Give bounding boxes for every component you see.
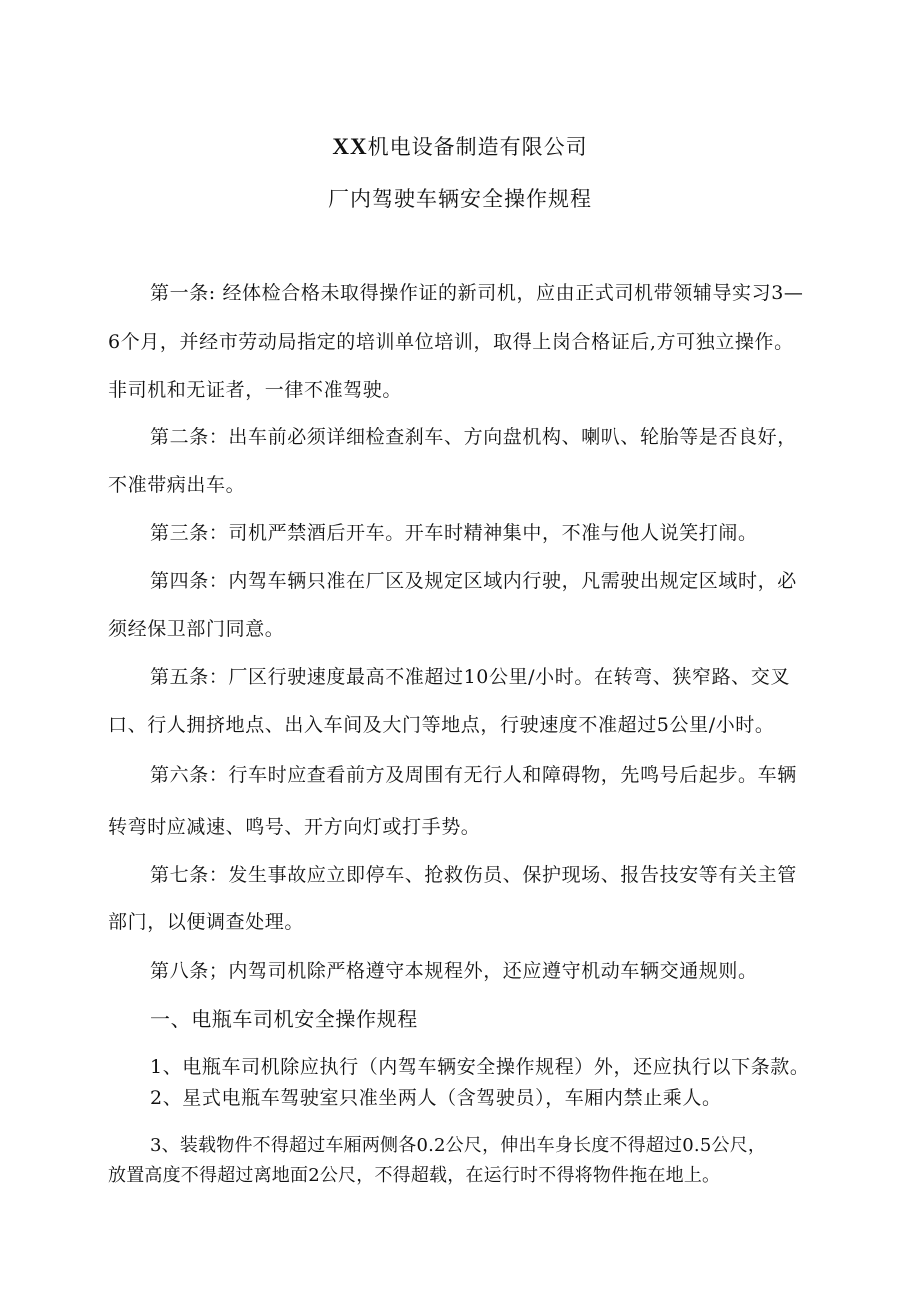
article-1-line-3: 非司机和无证者，一律不准驾驶。 (108, 379, 403, 401)
article-5-line-1: 第五条：厂区行驶速度最高不准超过10公里/小时。在转弯、狭窄路、交叉 (150, 666, 790, 688)
article-4-line-2: 须经保卫部门同意。 (108, 618, 285, 640)
article-3-line-1: 第三条：司机严禁酒后开车。开车时精神集中，不准与他人说笑打闹。 (150, 522, 758, 544)
article-2-line-1: 第二条：出车前必须详细检查刹车、方向盘机构、喇叭、轮胎等是否良好， (150, 426, 797, 448)
article-7-line-2: 部门，以便调查处理。 (108, 911, 305, 933)
clause-3-line-2: 放置高度不得超过离地面2公尺，不得超载，在运行时不得将物件拖在地上。 (108, 1165, 721, 1186)
section-heading: 一、电瓶车司机安全操作规程 (150, 1007, 418, 1031)
article-4-line-1: 第四条：内驾车辆只准在厂区及规定区域内行驶，凡需驶出规定区域时，必 (150, 570, 797, 592)
article-7-line-1: 第七条：发生事故应立即停车、抢救伤员、保护现场、报告技安等有关主管 (150, 864, 797, 886)
company-prefix: XX (332, 134, 368, 159)
document-title: 厂内驾驶车辆安全操作规程 (328, 187, 592, 211)
clause-3-line-1: 3、装载物件不得超过车厢两侧各0.2公尺，伸出车身长度不得超过0.5公尺， (150, 1135, 767, 1156)
article-8-line-1: 第八条；内驾司机除严格遵守本规程外，还应遵守机动车辆交通规则。 (150, 960, 758, 982)
article-5-line-2: 口、行人拥挤地点、出入车间及大门等地点，行驶速度不准超过5公里/小时。 (108, 714, 775, 736)
clause-2: 2、星式电瓶车驾驶室只准坐两人（含驾驶员），车厢内禁止乘人。 (150, 1087, 722, 1109)
article-6-line-2: 转弯时应减速、鸣号、开方向灯或打手势。 (108, 816, 481, 838)
article-2-line-2: 不准带病出车。 (108, 474, 246, 496)
company-name (0, 131, 920, 161)
article-1-line-2: 6个月，并经市劳动局指定的培训单位培训，取得上岗合格证后,方可独立操作。 (108, 331, 794, 353)
company-name-rest: 机电设备制造有限公司 (367, 135, 588, 159)
article-1-line-1: 第一条: 经体检合格未取得操作证的新司机，应由正式司机带领辅导实习3— (150, 282, 804, 304)
clause-1: 1、电瓶车司机除应执行（内驾车辆安全操作规程）外，还应执行以下条款。 (150, 1056, 810, 1078)
article-6-line-1: 第六条：行车时应查看前方及周围有无行人和障碍物，先鸣号后起步。车辆 (150, 764, 797, 786)
